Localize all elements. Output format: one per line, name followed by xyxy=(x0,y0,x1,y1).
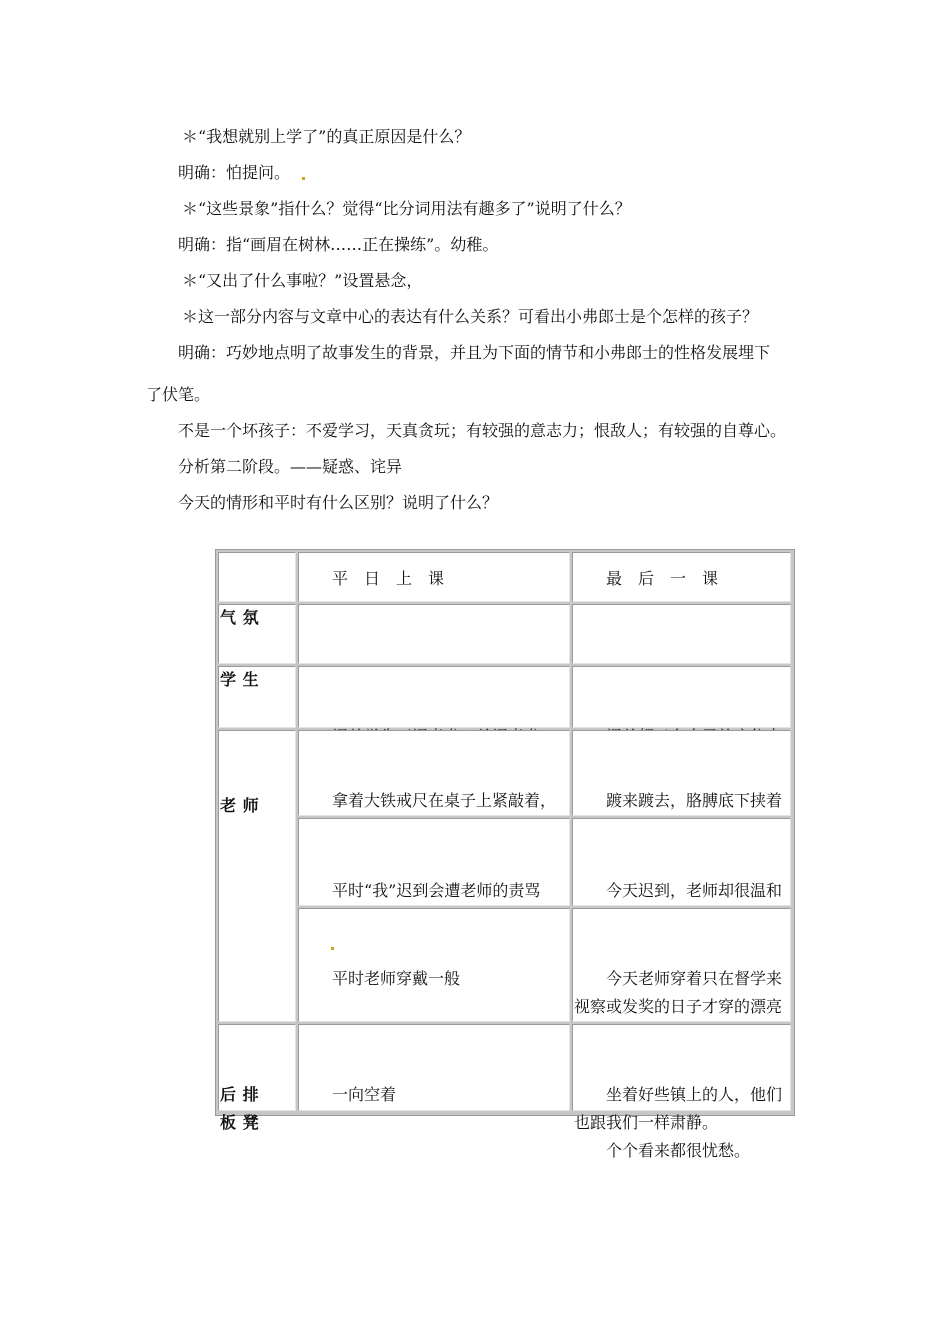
table-header-last: 最 后 一 课 xyxy=(572,552,791,602)
paragraph-8: 了伏笔。 xyxy=(146,385,211,404)
paragraph-11: 今天的情形和平时有什么区别？说明了什么？ xyxy=(178,493,499,512)
table-header-empty xyxy=(218,552,296,602)
stray-mark-2 xyxy=(331,947,334,950)
paragraph-6: ＊这一部分内容与文章中心的表达有什么关系？可看出小弗郎士是个怎样的孩子？ xyxy=(182,307,759,326)
paragraph-3: ＊“这些景象”指什么？觉得“比分词用法有趣多了”说明了什么？ xyxy=(182,199,631,218)
cell-teacher-dress-daily: 平时老师穿戴一般 xyxy=(298,908,570,1022)
row-label-students: 学 生 xyxy=(218,666,296,728)
cell-atmosphere-last xyxy=(572,604,791,664)
cell-teacher-dress-last: 今天老师穿着只在督学来 视察或发奖的日子才穿的漂亮 xyxy=(572,908,791,1022)
cell-students-daily xyxy=(298,666,570,728)
paragraph-1: ＊“我想就别上学了”的真正原因是什么？ xyxy=(182,127,471,146)
paragraph-2: 明确：怕提问。 xyxy=(178,163,291,182)
row-label-back-bench: 后 排 板 凳 xyxy=(218,1024,296,1111)
paragraph-4: 明确：指“画眉在树林……正在操练”。幼稚。 xyxy=(178,235,499,254)
cell-teacher-late-last: 今天迟到，老师却很温和 xyxy=(572,818,791,906)
cell-teacher-ruler-daily: 拿着大铁戒尺在桌子上紧敲着， xyxy=(298,730,570,816)
row-label-atmosphere: 气 氛 xyxy=(218,604,296,664)
cell-bench-last: 坐着好些镇上的人，他们 也跟我们一样肃静。 个个看来都很忧愁。 xyxy=(572,1024,791,1111)
stray-mark xyxy=(302,177,305,180)
paragraph-10: 分析第二阶段。——疑惑、诧异 xyxy=(178,457,403,476)
row-label-teacher: 老 师 xyxy=(218,730,296,1022)
paragraph-7: 明确：巧妙地点明了故事发生的背景，并且为下面的情节和小弗郎士的性格发展埋下 xyxy=(178,343,771,362)
cell-students-last xyxy=(572,666,791,728)
paragraph-9: 不是一个坏孩子：不爱学习，天真贪玩；有较强的意志力；恨敌人；有较强的自尊心。 xyxy=(178,421,787,440)
cell-bench-daily: 一向空着 xyxy=(298,1024,570,1111)
cell-teacher-late-daily: 平时“我”迟到会遭老师的责骂 xyxy=(298,818,570,906)
cell-atmosphere-daily xyxy=(298,604,570,664)
comparison-table xyxy=(215,549,795,1160)
cell-teacher-ruler-last: 踱来踱去，胳膊底下挟着 xyxy=(572,730,791,816)
paragraph-5: ＊“又出了什么事啦？”设置悬念， xyxy=(182,271,423,290)
table-header-daily: 平 日 上 课 xyxy=(298,552,570,602)
